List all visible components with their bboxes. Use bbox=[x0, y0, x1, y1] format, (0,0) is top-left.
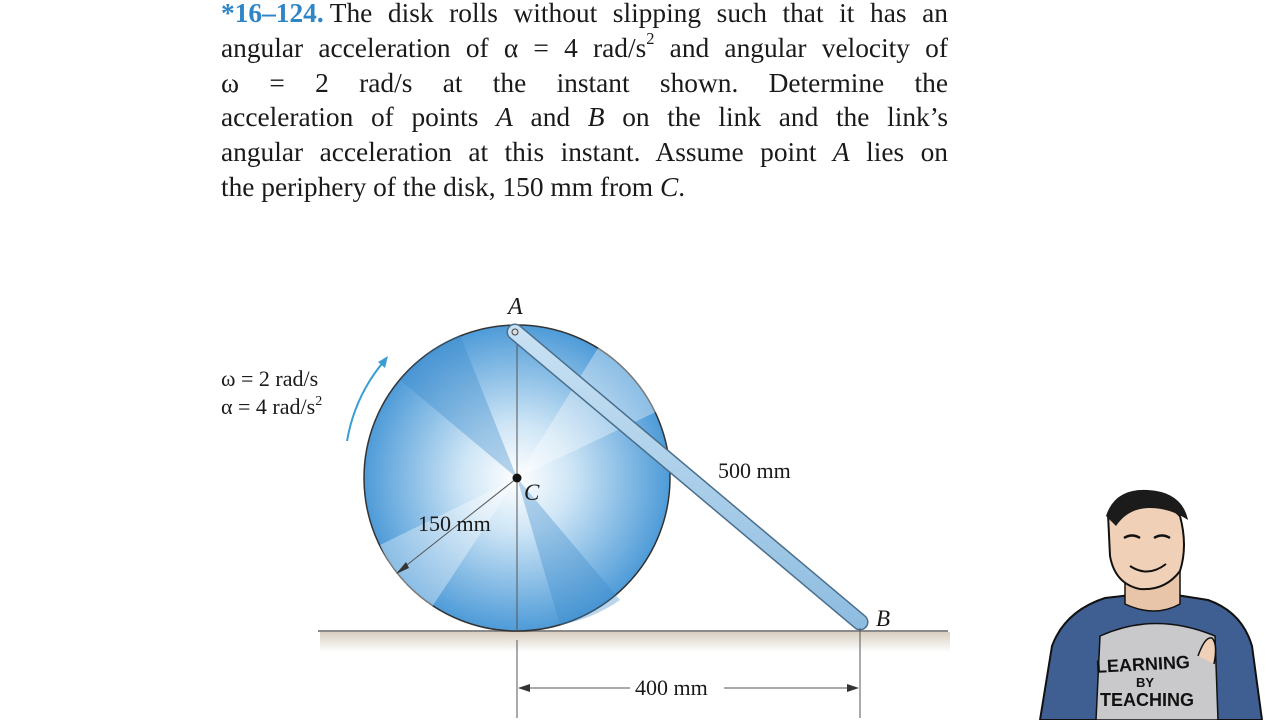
distance-label: 400 mm bbox=[635, 675, 708, 700]
problem-line-6: the periphery of the disk, 150 mm from C. bbox=[221, 171, 686, 202]
label-c: C bbox=[524, 480, 540, 505]
label-b: B bbox=[876, 606, 891, 631]
mascot-logo-line3: TEACHING bbox=[1100, 690, 1194, 710]
label-a: A bbox=[508, 294, 523, 320]
omega-label: ω = 2 rad/s bbox=[221, 366, 319, 391]
ground-shadow bbox=[320, 632, 950, 652]
problem-line-2: angular acceleration of α = 4 rad/$s^2$ and angular velocity of bbox=[221, 28, 949, 63]
mascot-logo-line2: BY bbox=[1136, 675, 1155, 690]
problem-line-1: *16–124. The disk rolls without slipping such that it has an bbox=[221, 0, 948, 28]
mascot-logo-line1: LEARNING bbox=[1095, 651, 1191, 677]
dim-arrowhead-left bbox=[518, 684, 530, 692]
problem-line-5: angular acceleration at this instant. Assume point A lies on bbox=[221, 137, 948, 168]
problem-line-3: ω = 2 rad/s at the instant shown. Determine the bbox=[221, 67, 948, 98]
alpha-equation: α = 4 rad/$s^2$ bbox=[503, 28, 655, 63]
omega-equation: ω = 2 rad/s bbox=[221, 67, 413, 98]
problem-number: *16–124. bbox=[221, 0, 324, 28]
alpha-label: α = 4 rad/$s^2$ bbox=[221, 394, 323, 419]
mascot-logo bbox=[1030, 486, 1280, 720]
link-length-label: 500 mm bbox=[718, 458, 791, 483]
problem-line-4: acceleration of points A and B on the link and the link’s bbox=[221, 102, 948, 133]
radius-label: 150 mm bbox=[418, 511, 491, 536]
center-point-c bbox=[513, 474, 522, 483]
dim-arrowhead-right bbox=[847, 684, 859, 692]
pin-a bbox=[512, 329, 518, 335]
